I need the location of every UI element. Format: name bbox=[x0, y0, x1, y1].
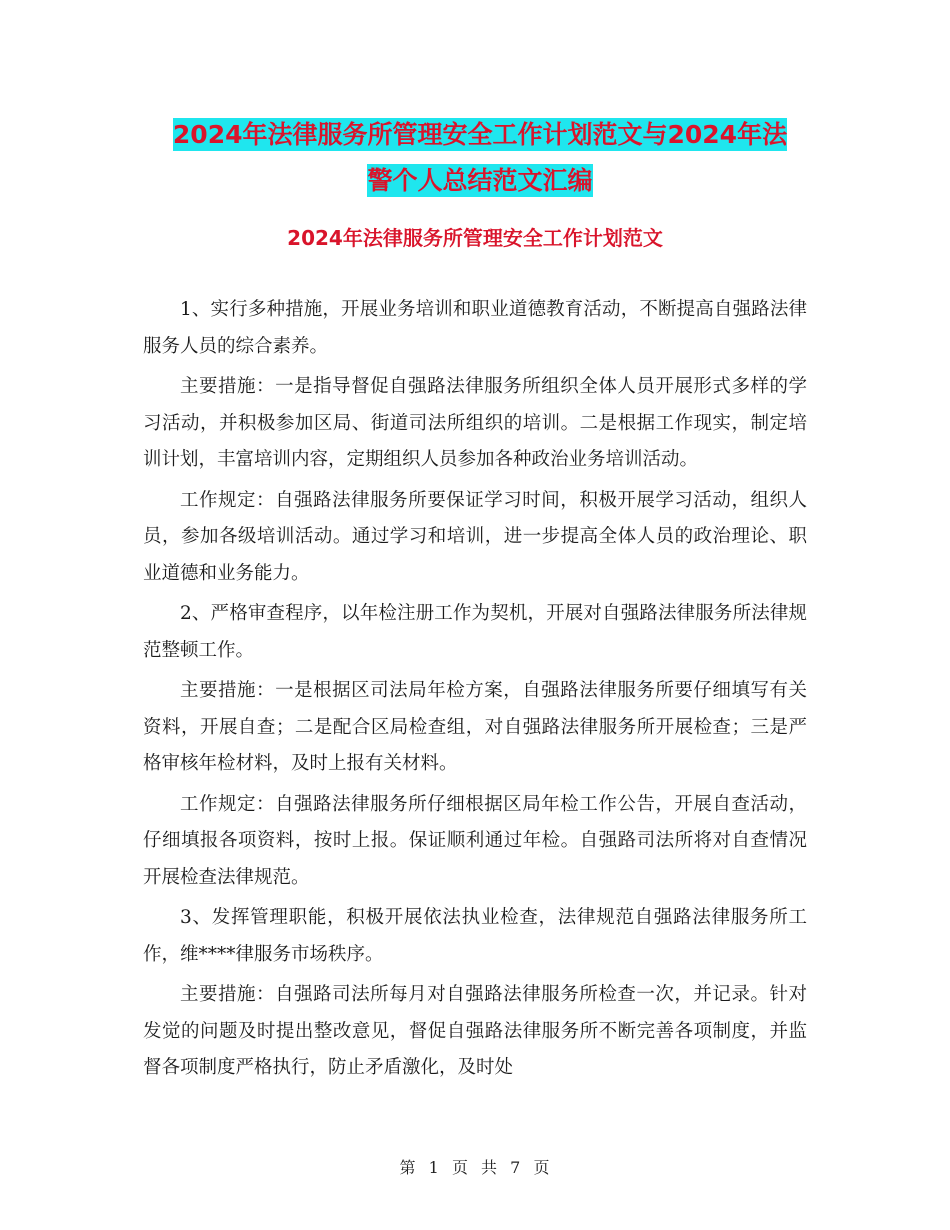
footer-suffix: 页 bbox=[533, 1158, 551, 1177]
footer-mid: 页 bbox=[451, 1158, 469, 1177]
footer-prefix: 第 bbox=[399, 1158, 417, 1177]
paragraph-8: 主要措施：自强路司法所每月对自强路法律服务所检查一次，并记录。针对发觉的问题及时提出整改意见，督促自强路法律服务所不断完善各项制度，并监督各项制度严格执行，防止矛盾激化，及时处 bbox=[143, 984, 807, 1078]
paragraph-4: 2、严格审查程序，以年检注册工作为契机，开展对自强路法律服务所法律规范整顿工作。 bbox=[143, 603, 807, 661]
paragraph-5: 主要措施：一是根据区司法局年检方案，自强路法律服务所要仔细填写有关资料，开展自查；二是配合区局检查组，对自强路法律服务所开展检查；三是严格审核年检材料，及时上报有关材料。 bbox=[143, 680, 807, 774]
paragraph-2: 主要措施：一是指导督促自强路法律服务所组织全体人员开展形式多样的学习活动，并积极参加区局、街道司法所组织的培训。二是根据工作现实，制定培训计划，丰富培训内容，定期组织人员参加各种政治业务培训活动。 bbox=[143, 376, 807, 470]
section-title: 2024年法律服务所管理安全工作计划范文 bbox=[287, 226, 663, 250]
paragraph-7: 3、发挥管理职能，积极开展依法执业检查，法律规范自强路法律服务所工作，维****律服务市场秩序。 bbox=[143, 907, 807, 965]
footer-current-page: 1 bbox=[428, 1158, 440, 1177]
footer-of: 共 bbox=[481, 1158, 499, 1177]
document-title-line-1: 2024年法律服务所管理安全工作计划范文与2024年法 bbox=[172, 120, 788, 149]
paragraph-3: 工作规定：自强路法律服务所要保证学习时间，积极开展学习活动，组织人员，参加各级培训活动。通过学习和培训，进一步提高全体人员的政治理论、职业道德和业务能力。 bbox=[143, 489, 807, 584]
document-body bbox=[143, 292, 807, 1091]
document-title-line-2: 警个人总结范文汇编 bbox=[367, 166, 593, 195]
page-footer bbox=[0, 1155, 950, 1178]
paragraph-6: 工作规定：自强路法律服务所仔细根据区局年检工作公告，开展自查活动，仔细填报各项资料，按时上报。保证顺利通过年检。自强路司法所将对自查情况开展检查法律规范。 bbox=[143, 793, 807, 888]
document-title bbox=[140, 112, 820, 204]
paragraph-1: 1、实行多种措施，开展业务培训和职业道德教育活动，不断提高自强路法律服务人员的综合素养。 bbox=[143, 299, 807, 357]
footer-total-pages: 7 bbox=[510, 1158, 522, 1177]
